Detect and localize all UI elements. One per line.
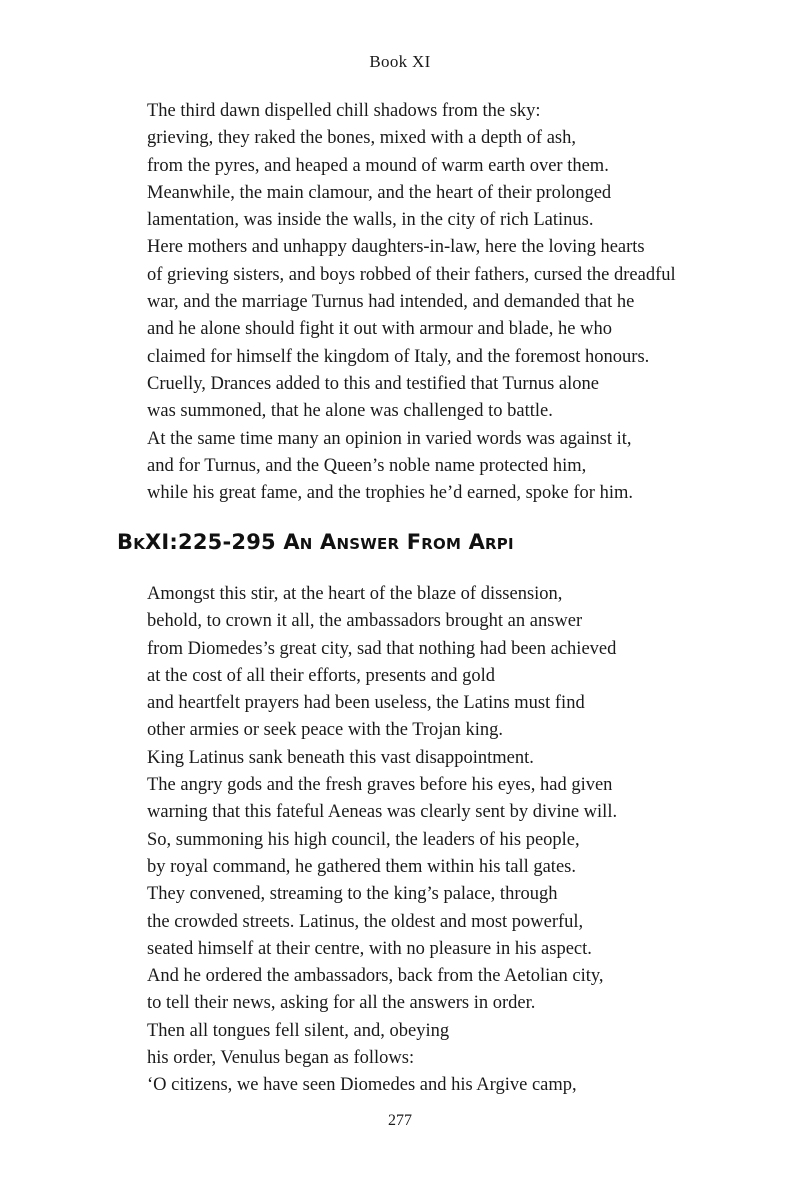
verse-line: while his great fame, and the trophies he’d earned, spoke for him.: [147, 483, 633, 504]
verse-line: The third dawn dispelled chill shadows from the sky:: [147, 101, 541, 121]
verse-line: ‘O citizens, we have seen Diomedes and his Argive camp,: [147, 1075, 577, 1096]
section-heading: BkXI:225-295 An Answer From Arpi: [117, 530, 514, 554]
verse-line: his order, Venulus began as follows:: [147, 1048, 415, 1069]
verse-line: Amongst this stir, at the heart of the blaze of dissension,: [147, 584, 563, 604]
page-number: 277: [388, 1112, 412, 1129]
verse-line: behold, to crown it all, the ambassadors brought an answer: [147, 611, 583, 632]
verse-line: from Diomedes’s great city, sad that nothing had been achieved: [147, 638, 617, 659]
verse-line: claimed for himself the kingdom of Italy, and the foremost honours.: [147, 346, 650, 367]
verse-line: from the pyres, and heaped a mound of warm earth over them.: [147, 155, 609, 176]
verse-line: war, and the marriage Turnus had intended, and demanded that he: [147, 292, 635, 313]
poem-stanza-1: [147, 98, 767, 507]
verse-line: lamentation, was inside the walls, in the city of rich Latinus.: [147, 210, 594, 231]
verse-line: Cruelly, Drances added to this and testified that Turnus alone: [147, 373, 599, 394]
verse-line: warning that this fateful Aeneas was clearly sent by divine will.: [147, 802, 618, 823]
verse-line: and for Turnus, and the Queen’s noble name protected him,: [147, 455, 587, 476]
verse-line: and he alone should fight it out with armour and blade, he who: [147, 319, 612, 340]
verse-line: seated himself at their centre, with no pleasure in his aspect.: [147, 938, 592, 959]
verse-line: other armies or seek peace with the Trojan king.: [147, 720, 504, 741]
verse-line: At the same time many an opinion in varied words was against it,: [147, 428, 632, 449]
running-header: Book XI: [369, 52, 431, 71]
verse-line: So, summoning his high council, the leaders of his people,: [147, 829, 580, 850]
verse-line: to tell their news, asking for all the answers in order.: [147, 993, 536, 1014]
verse-line: at the cost of all their efforts, presents and gold: [147, 665, 495, 686]
verse-line: by royal command, he gathered them within his tall gates.: [147, 856, 576, 877]
verse-line: of grieving sisters, and boys robbed of their fathers, cursed the dreadful: [147, 264, 676, 285]
poem-stanza-2: [147, 581, 767, 1100]
verse-line: Meanwhile, the main clamour, and the heart of their prolonged: [147, 182, 612, 203]
verse-line: The angry gods and the fresh graves before his eyes, had given: [147, 775, 613, 796]
verse-line: the crowded streets. Latinus, the oldest and most powerful,: [147, 911, 584, 932]
verse-line: was summoned, that he alone was challenged to battle.: [147, 401, 553, 422]
verse-line: and heartfelt prayers had been useless, the Latins must find: [147, 693, 585, 714]
verse-line: Here mothers and unhappy daughters-in-law, here the loving hearts: [147, 237, 645, 258]
verse-line: Then all tongues fell silent, and, obeying: [147, 1020, 450, 1041]
verse-line: They convened, streaming to the king’s palace, through: [147, 884, 558, 905]
verse-line: And he ordered the ambassadors, back from the Aetolian city,: [147, 966, 604, 987]
verse-line: King Latinus sank beneath this vast disappointment.: [147, 747, 534, 768]
verse-line: grieving, they raked the bones, mixed with a depth of ash,: [147, 128, 576, 149]
